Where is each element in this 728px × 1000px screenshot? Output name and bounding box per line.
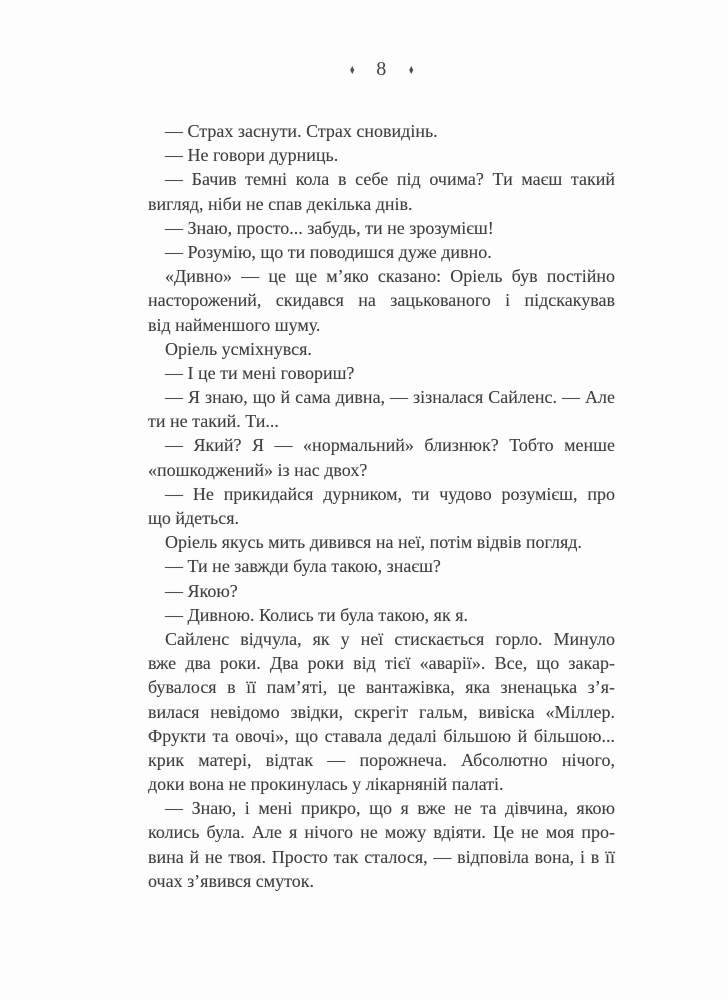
text-line: Сайленс відчула, як у неї стискається горло. Минуло bbox=[165, 628, 615, 649]
paragraph bbox=[148, 240, 615, 264]
text-line: — Страх заснути. Страх сновидінь. bbox=[165, 121, 438, 141]
text-line: «пошкоджений» із нас двох? bbox=[148, 459, 368, 480]
text-line: — Бачив темні кола в себе під очима? Ти маєш такий bbox=[165, 169, 615, 190]
paragraph bbox=[148, 603, 615, 627]
paragraph bbox=[148, 796, 615, 893]
text-line: бувалося в її пам’яті, це вантажівка, яка зненацька з’я- bbox=[148, 677, 615, 698]
paragraph bbox=[148, 433, 615, 481]
text-line: — Якою? bbox=[165, 580, 238, 601]
text-line: — Ти не завжди була такою, знаєш? bbox=[165, 556, 441, 577]
text-line: вина й не твоя. Просто так сталося, — відповіла вона, і в її bbox=[148, 846, 615, 867]
text-line: крик матері, відтак — порожнеча. Абсолютно нічого, bbox=[148, 749, 615, 770]
text-line: вилася невідомо звідки, скрегіт гальм, вивіска «Міллер. bbox=[148, 701, 615, 722]
text-line: вже два роки. Два роки від тієї «аварії». Все, що закар- bbox=[148, 653, 615, 674]
text-line: очах з’явився смуток. bbox=[148, 870, 315, 891]
page-number: 8 bbox=[376, 58, 387, 80]
paragraph bbox=[148, 167, 615, 215]
text-line: — Не прикидайся дурником, ти чудово розумієш, про bbox=[165, 483, 615, 504]
paragraph bbox=[148, 482, 615, 530]
paragraph bbox=[148, 143, 615, 167]
text-line: Фрукти та овочі», що ставала дедалі більшою й більшою... bbox=[148, 725, 615, 746]
text-line: — Я знаю, що й сама дивна, — зізналася Сайленс. — Але bbox=[165, 387, 615, 408]
text-line: ти не такий. Ти... bbox=[148, 411, 279, 432]
text-line: — Знаю, і мені прикро, що я вже не та дівчина, якою bbox=[165, 798, 615, 819]
paragraph bbox=[148, 337, 615, 361]
text-line: — Не говори дурниць. bbox=[165, 145, 339, 166]
text-line: — Який? Я — «нормальний» близнюк? Тобто менше bbox=[165, 435, 615, 456]
text-line: — Дивною. Колись ти була такою, як я. bbox=[165, 604, 468, 625]
text-line: — Знаю, просто... забудь, ти не зрозумієш! bbox=[165, 217, 494, 238]
paragraph bbox=[148, 554, 615, 578]
text-line: — Розумію, що ти поводишся дуже дивно. bbox=[165, 241, 492, 262]
text-line: — І це ти мені говориш? bbox=[165, 362, 355, 383]
diamond-ornament-icon: ♦ bbox=[408, 61, 414, 78]
diamond-ornament-icon: ♦ bbox=[349, 61, 355, 78]
paragraph bbox=[148, 530, 615, 554]
text-line: колись була. Але я нічого не можу вдіяти. Це не моя про- bbox=[148, 822, 615, 843]
text-line: що йдеться. bbox=[148, 508, 239, 528]
text-line: вигляд, ніби не спав декілька днів. bbox=[148, 193, 413, 214]
paragraph bbox=[148, 119, 615, 143]
text-line: доки вона не прокинулась у лікарняній палаті. bbox=[148, 774, 504, 795]
paragraph bbox=[148, 579, 615, 603]
text-block bbox=[148, 119, 615, 893]
text-line: насторожений, скидався на зацькованого і підскакував bbox=[148, 290, 615, 311]
text-line: «Дивно» — це ще м’яко сказано: Оріель був постійно bbox=[165, 266, 615, 287]
paragraph bbox=[148, 361, 615, 385]
text-line: від найменшого шуму. bbox=[148, 314, 321, 335]
text-line: Оріель усміхнувся. bbox=[165, 338, 312, 359]
text-line: Оріель якусь мить дивився на неї, потім відвів погляд. bbox=[165, 532, 582, 553]
paragraph bbox=[148, 264, 615, 337]
page-header bbox=[148, 56, 615, 82]
paragraph bbox=[148, 385, 615, 433]
paragraph bbox=[148, 627, 615, 796]
paragraph bbox=[148, 216, 615, 240]
